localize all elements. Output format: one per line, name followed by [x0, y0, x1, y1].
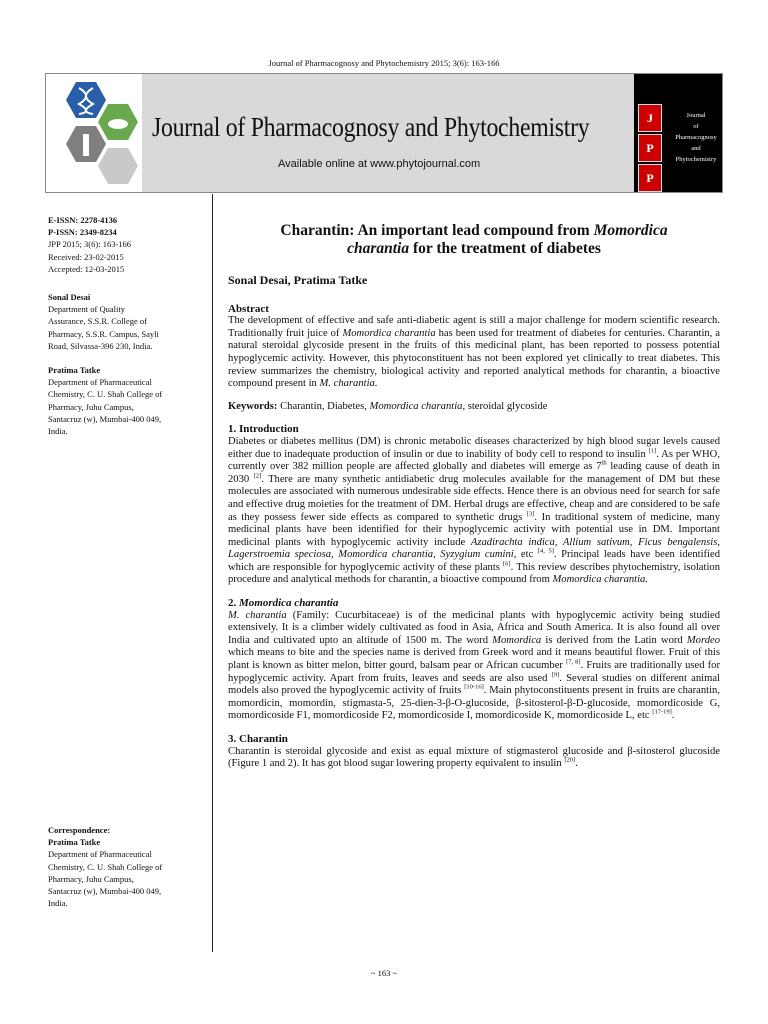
journal-title: Journal of Pharmacognosy and Phytochemistry — [152, 112, 590, 142]
hexagon-logo-icon — [46, 74, 142, 192]
keywords: Keywords: Charantin, Diabetes, Momordica charantia, steroidal glycoside — [228, 400, 548, 412]
section-introduction-text: Diabetes or diabetes mellitus (DM) is chronic metabolic diseases characterized by high blood sugar levels caused either due to inadequate production of insulin or due to inability of body cell to respond to insulin [1]. As per WHO, currently over 382 million people are affected globally and diabetes will emerge as 7th leading cause of death in 2030 [2]. There are many synthetic antidiabetic drug molecules available for the management of DM but these molecules are associated with numerous undesirable side effects. Hence there is an obvious need for search for safe and effective drug moieties for the treatment of DM. Herbal drugs are effective, cheap and are considered to be safe as they possess fewer side effects as compared to synthetic drugs [3]. In traditional system of medicine, many medicinal plants have been identified for their hypoglycemic activity with potential use in DM. Important medicinal plants with hypoglycemic activity include Azadirachta indica, Allium sativum, Ficus bengalensis, Lagerstroemia speciosa, Momordica charantia, Syzygium cumini, etc [4, 5]. Principal leads have been identified which are responsible for hypoglycemic activity of these plants [6]. This review describes phytochemistry, isolation procedure and analytical methods for charantin, a bioactive compound from Momordica charantia. — [228, 435, 720, 586]
page-number: ~ 163 ~ — [370, 968, 398, 978]
article-title: Charantin: An important lead compound from Momordica charantia for the treatment of diabetes — [280, 222, 668, 257]
jpp-side-text: Journal of Pharmacognosy and Phytochemistry — [675, 112, 717, 163]
section-momordica-heading: 2. Momordica charantia — [228, 597, 339, 610]
jpp-letter-p2: P — [638, 164, 662, 192]
journal-logo — [46, 74, 142, 192]
correspondence-block: Correspondence: Pratima Tatke Department of Pharmaceutical Chemistry, C. U. Shah College of Pharmacy, Juhu Campus, Santacruz (w), Mumbai-400 049, India. — [48, 825, 163, 909]
issn-block: E-ISSN: 2278-4136 P-ISSN: 2349-8234 JPP 2015; 3(6): 163-166 Received: 23-02-2015 Accepted: 12-03-2015 — [48, 215, 132, 274]
section-momordica-text: M. charantia (Family: Cucurbitaceae) is of the medicinal plants with hypoglycemic activity being studied extensively. It is a climber widely cultivated as food in Asia, Africa and South America. It is also found all over India and cultivated upto an altitude of 1500 m. The word Momordica is derived from the Latin word Mordeo which means to bite and the species name is derived from Greek word and it means beautiful flower. Fruit of this plant is known as bitter melon, bitter gourd, balsam pear or African cucumber [7, 8]. Fruits are traditionally used for hypoglycemic activity. Apart from fruits, leaves and seeds are also used [9]. Several studies on different animal models also proved the hypoglycemic activity of fruits [10-16]. Main phytoconstituents present in fruits are charantin, momordicin, momordin, stigmasta-5, 25-dien-3-β-O-glucoside, β-sitosterol-β-D-glucoside, momordicoside G, momordicoside F1, momordicoside F2, momordicoside I, momordicoside K, momordicoside L, etc [17-19]. — [228, 609, 721, 722]
article-body — [228, 222, 720, 771]
abstract-heading: Abstract — [228, 302, 269, 315]
jpp-letter-j: J — [638, 104, 662, 132]
journal-banner — [45, 73, 723, 193]
section-introduction-heading: 1. Introduction — [228, 423, 299, 436]
section-charantin-text: Charantin is steroidal glycoside and exist as equal mixture of stigmasterol glucoside and β-sitosterol glucoside (Figure 1 and 2). It has got blood sugar lowering property equivalent to insulin [20]. — [228, 745, 720, 770]
article-authors: Sonal Desai, Pratima Tatke — [228, 273, 368, 287]
affiliation-pratima-tatke: Pratima Tatke Department of Pharmaceutical Chemistry, C. U. Shah College of Pharmacy, Juhu Campus, Santacruz (w), Mumbai-400 049, India. — [48, 365, 163, 437]
affiliation-sonal-desai: Sonal Desai Department of Quality Assurance, S.S.R. College of Pharmacy, S.S.R. Campus, Sayli Road, Silvassa-396 230, India. — [48, 292, 159, 351]
jpp-badge — [634, 74, 722, 192]
journal-citation: Journal of Pharmacognosy and Phytochemistry 2015; 3(6): 163-166 — [268, 58, 500, 68]
section-charantin-heading: 3. Charantin — [228, 733, 288, 745]
jpp-letter-p1: P — [638, 134, 662, 162]
column-divider — [212, 194, 213, 952]
sidebar — [48, 214, 208, 909]
journal-website[interactable]: Available online at www.phytojournal.com — [278, 158, 481, 170]
abstract-text: The development of effective and safe anti-diabetic agent is still a major challenge for modern scientific research. Traditionally fruit juice of Momordica charantia has been used for treatment of diabetes for centuries. Charantin, a natural steroidal glycoside present in the fruits of this medicinal plant, has been reported to possess potential hypoglycemic activity. However, this phytoconstituent has not been explored yet clinically to treat diabetes. This review summarizes the chemistry, biological activity and reported analytical methods for charantin, a bioactive compound present in M. charantia. — [228, 315, 720, 390]
